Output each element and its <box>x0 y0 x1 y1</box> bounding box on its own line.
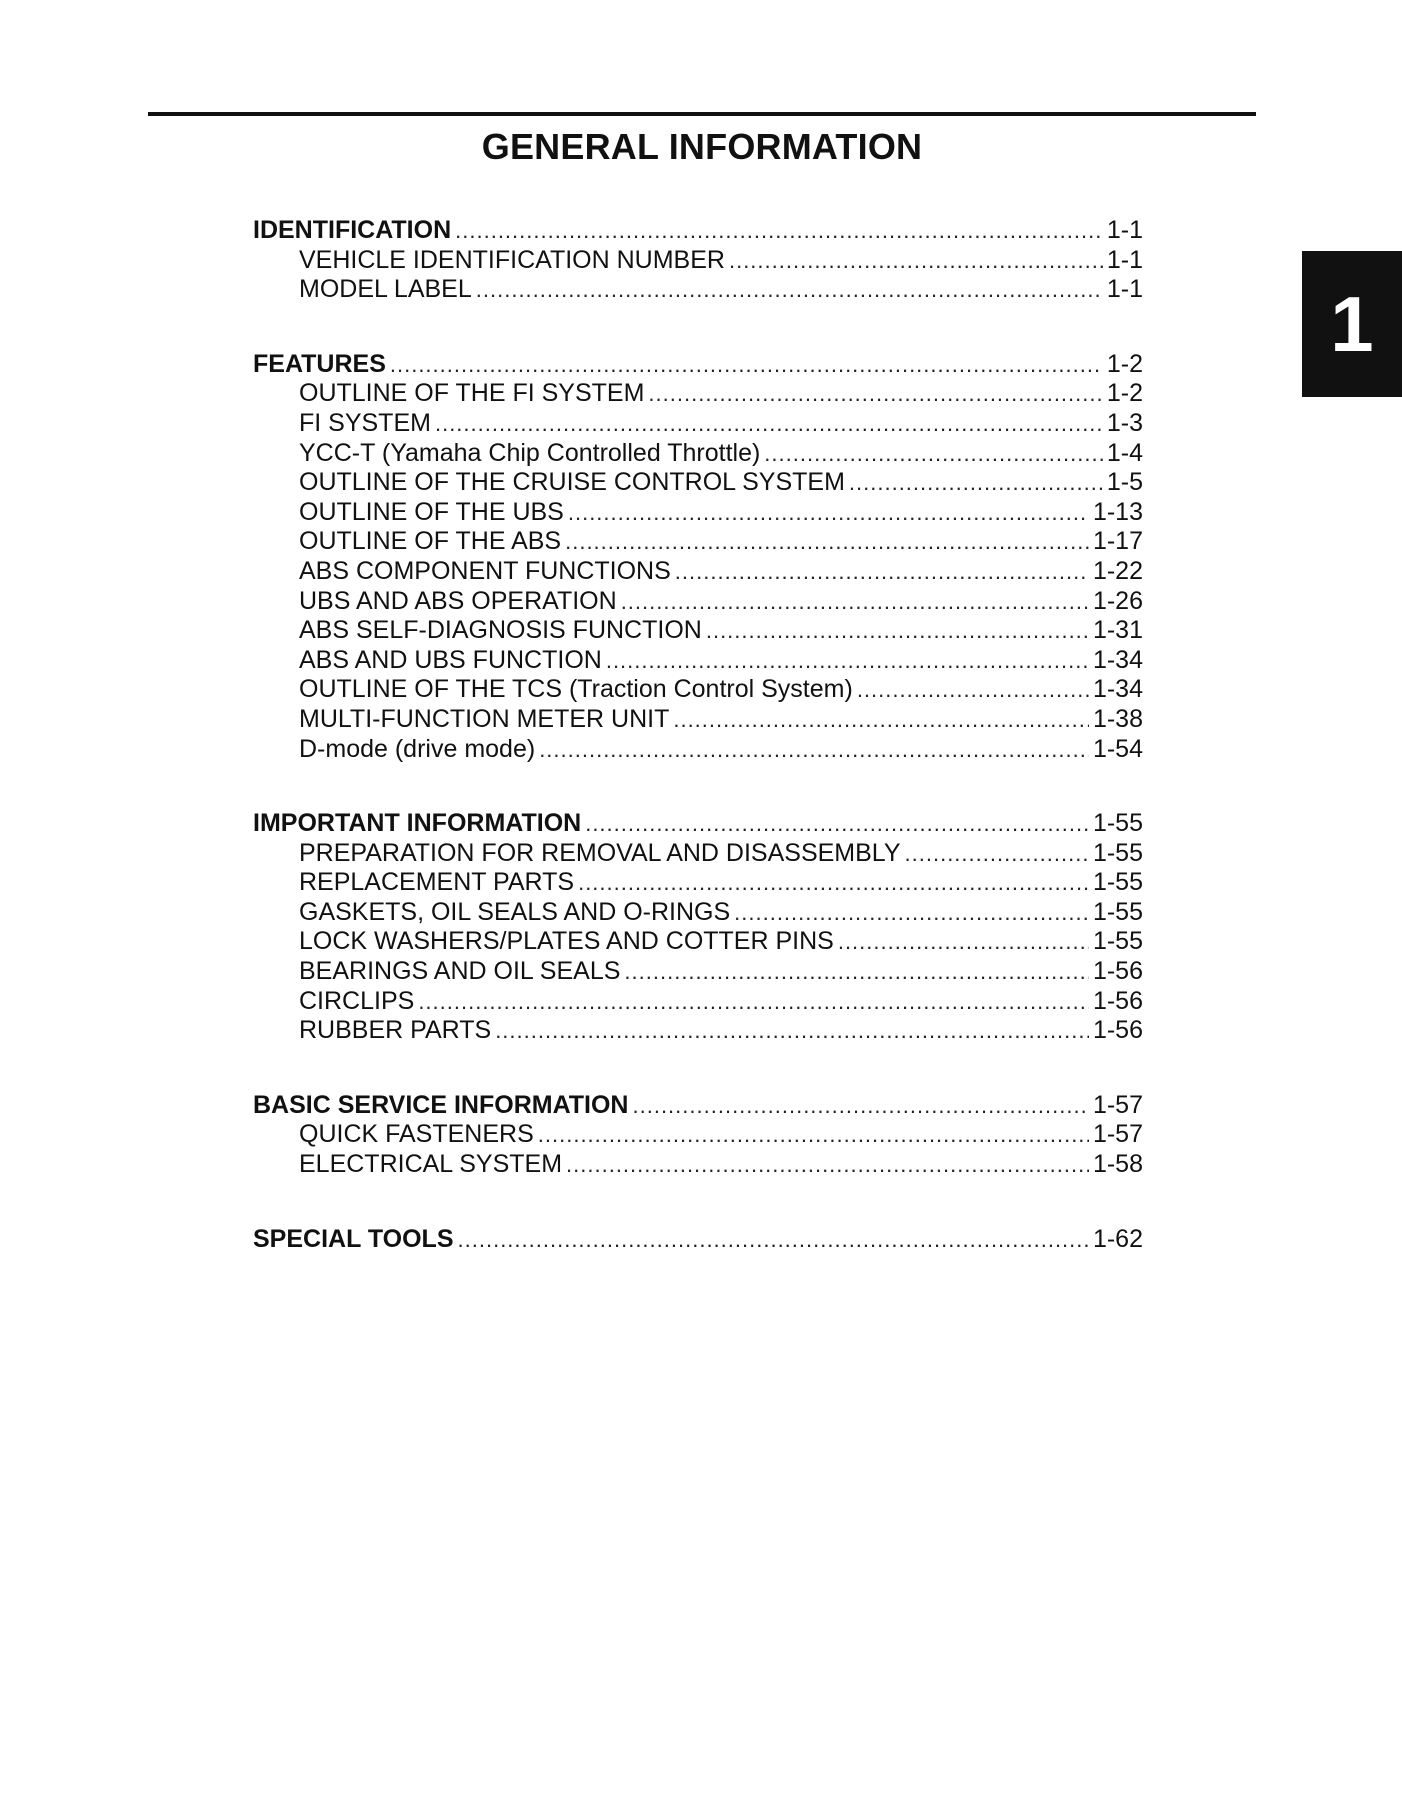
dot-leader <box>565 527 1089 557</box>
toc-page-number: 1-4 <box>1106 438 1143 467</box>
toc-entry[interactable] <box>253 246 1143 276</box>
toc-page-number: 1-5 <box>1106 468 1143 497</box>
toc-entry-label: CIRCLIPS <box>299 986 415 1015</box>
toc-entry[interactable] <box>253 839 1143 869</box>
toc-entry-label: OUTLINE OF THE TCS (Traction Control System) <box>299 675 853 704</box>
toc-entry[interactable] <box>253 927 1143 957</box>
toc-entry[interactable] <box>253 616 1143 646</box>
dot-leader <box>568 498 1089 528</box>
toc-heading[interactable] <box>253 216 1143 246</box>
toc-entry-label: FI SYSTEM <box>299 408 431 437</box>
toc-entry-label: PREPARATION FOR REMOVAL AND DISASSEMBLY <box>299 838 901 867</box>
toc-page-number: 1-1 <box>1106 275 1143 304</box>
table-of-contents <box>253 216 1143 1299</box>
dot-leader <box>455 216 1103 246</box>
toc-page-number: 1-31 <box>1092 616 1143 645</box>
dot-leader <box>418 987 1089 1017</box>
toc-entry-label: ELECTRICAL SYSTEM <box>299 1150 563 1179</box>
toc-entry-label: RUBBER PARTS <box>299 1016 492 1045</box>
toc-entry[interactable] <box>253 675 1143 705</box>
toc-page-number: 1-2 <box>1106 379 1143 408</box>
toc-page-number: 1-55 <box>1092 897 1143 926</box>
toc-section-features <box>253 350 1143 764</box>
dot-leader <box>673 705 1089 735</box>
toc-entry-label: OUTLINE OF THE UBS <box>299 497 564 526</box>
toc-heading[interactable] <box>253 350 1143 380</box>
dot-leader <box>648 379 1102 409</box>
toc-entry-label: D-mode (drive mode) <box>299 734 536 763</box>
dot-leader <box>633 1091 1089 1121</box>
toc-page-number: 1-1 <box>1106 245 1143 274</box>
toc-entry[interactable] <box>253 957 1143 987</box>
toc-entry[interactable] <box>253 987 1143 1017</box>
toc-page-number: 1-22 <box>1092 556 1143 585</box>
dot-leader <box>729 246 1103 276</box>
toc-entry-label: UBS AND ABS OPERATION <box>299 586 617 615</box>
toc-entry[interactable] <box>253 379 1143 409</box>
toc-page-number: 1-34 <box>1092 675 1143 704</box>
toc-entry[interactable] <box>253 735 1143 765</box>
toc-heading[interactable] <box>253 1225 1143 1255</box>
toc-entry[interactable] <box>253 1120 1143 1150</box>
toc-entry-label: YCC-T (Yamaha Chip Controlled Throttle) <box>299 438 761 467</box>
toc-entry[interactable] <box>253 557 1143 587</box>
toc-page-number: 1-55 <box>1092 809 1143 838</box>
toc-page-number: 1-56 <box>1092 986 1143 1015</box>
toc-entry[interactable] <box>253 498 1143 528</box>
toc-page-number: 1-54 <box>1092 734 1143 763</box>
dot-leader <box>476 275 1103 305</box>
toc-heading-label: IMPORTANT INFORMATION <box>253 809 582 838</box>
chapter-tab: 1 <box>1302 251 1402 397</box>
toc-entry-label: REPLACEMENT PARTS <box>299 868 575 897</box>
page-title: GENERAL INFORMATION <box>481 126 923 167</box>
toc-entry-label: MODEL LABEL <box>299 275 472 304</box>
toc-entry[interactable] <box>253 898 1143 928</box>
toc-entry-label: ABS COMPONENT FUNCTIONS <box>299 556 671 585</box>
toc-page-number: 1-1 <box>1106 216 1143 244</box>
dot-leader <box>857 675 1089 705</box>
toc-page-number: 1-58 <box>1092 1150 1143 1179</box>
toc-entry[interactable] <box>253 409 1143 439</box>
toc-entry-label: ABS AND UBS FUNCTION <box>299 645 602 674</box>
toc-heading[interactable] <box>253 809 1143 839</box>
toc-page-number: 1-57 <box>1092 1090 1143 1119</box>
toc-page-number: 1-2 <box>1106 349 1143 378</box>
toc-entry[interactable] <box>253 705 1143 735</box>
toc-entry-label: ABS SELF-DIAGNOSIS FUNCTION <box>299 616 702 645</box>
dot-leader <box>606 646 1089 676</box>
toc-entry-label: QUICK FASTENERS <box>299 1120 534 1149</box>
toc-page-number: 1-57 <box>1092 1120 1143 1149</box>
toc-entry-label: GASKETS, OIL SEALS AND O-RINGS <box>299 897 731 926</box>
toc-entry-label: OUTLINE OF THE FI SYSTEM <box>299 379 645 408</box>
toc-heading-label: BASIC SERVICE INFORMATION <box>253 1090 629 1119</box>
dot-leader <box>905 839 1089 869</box>
toc-heading-label: SPECIAL TOOLS <box>253 1224 454 1253</box>
dot-leader <box>390 350 1103 380</box>
toc-entry-label: OUTLINE OF THE ABS <box>299 527 562 556</box>
toc-page-number: 1-3 <box>1106 408 1143 437</box>
dot-leader <box>734 898 1089 928</box>
dot-leader <box>578 868 1089 898</box>
toc-entry[interactable] <box>253 468 1143 498</box>
dot-leader <box>435 409 1103 439</box>
toc-heading-label: FEATURES <box>253 349 386 378</box>
toc-section-basic-service-information <box>253 1091 1143 1180</box>
toc-entry[interactable] <box>253 527 1143 557</box>
dot-leader <box>706 616 1089 646</box>
dot-leader <box>838 927 1089 957</box>
toc-entry[interactable] <box>253 275 1143 305</box>
toc-entry[interactable] <box>253 1016 1143 1046</box>
toc-section-identification <box>253 216 1143 305</box>
toc-entry[interactable] <box>253 1150 1143 1180</box>
dot-leader <box>539 735 1089 765</box>
toc-page-number: 1-55 <box>1092 927 1143 956</box>
dot-leader <box>538 1120 1089 1150</box>
dot-leader <box>764 439 1103 469</box>
toc-page-number: 1-17 <box>1092 527 1143 556</box>
dot-leader <box>495 1016 1089 1046</box>
toc-page-number: 1-56 <box>1092 957 1143 986</box>
top-rule <box>148 112 1256 116</box>
dot-leader <box>458 1225 1089 1255</box>
toc-entry-label: MULTI-FUNCTION METER UNIT <box>299 704 670 733</box>
dot-leader <box>585 809 1089 839</box>
toc-entry[interactable] <box>253 439 1143 469</box>
toc-section-important-information <box>253 809 1143 1046</box>
dot-leader <box>624 957 1089 987</box>
toc-heading-label: IDENTIFICATION <box>253 216 452 244</box>
toc-page-number: 1-38 <box>1092 704 1143 733</box>
toc-entry-label: OUTLINE OF THE CRUISE CONTROL SYSTEM <box>299 468 845 497</box>
toc-entry-label: BEARINGS AND OIL SEALS <box>299 957 621 986</box>
toc-entry[interactable] <box>253 646 1143 676</box>
toc-page-number: 1-62 <box>1092 1224 1143 1253</box>
dot-leader <box>849 468 1103 498</box>
toc-entry-label: VEHICLE IDENTIFICATION NUMBER <box>299 245 725 274</box>
toc-page-number: 1-13 <box>1092 497 1143 526</box>
toc-section-special-tools <box>253 1225 1143 1255</box>
toc-page-number: 1-34 <box>1092 645 1143 674</box>
toc-page-number: 1-56 <box>1092 1016 1143 1045</box>
toc-entry[interactable] <box>253 587 1143 617</box>
toc-page-number: 1-55 <box>1092 838 1143 867</box>
toc-heading[interactable] <box>253 1091 1143 1121</box>
dot-leader <box>566 1150 1089 1180</box>
toc-entry-label: LOCK WASHERS/PLATES AND COTTER PINS <box>299 927 834 956</box>
dot-leader <box>621 587 1089 617</box>
toc-entry[interactable] <box>253 868 1143 898</box>
toc-page-number: 1-55 <box>1092 868 1143 897</box>
dot-leader <box>675 557 1089 587</box>
toc-page-number: 1-26 <box>1092 586 1143 615</box>
